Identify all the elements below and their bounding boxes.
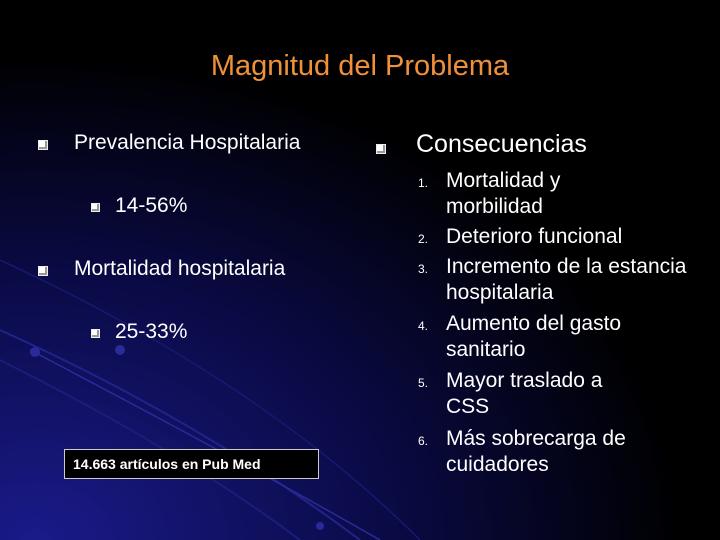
list-number: 4. — [417, 319, 428, 333]
list-item: Mayor traslado a CSS — [446, 369, 603, 418]
bullet-icon — [38, 140, 48, 150]
list-item: Más sobrecarga de cuidadores — [446, 427, 626, 476]
bullet-icon — [376, 144, 386, 154]
list-item: Aumento del gasto sanitario — [446, 312, 622, 361]
bullet-icon — [38, 266, 48, 276]
list-number: 5. — [417, 376, 428, 390]
left-item-sub: 14-56% — [115, 194, 188, 217]
left-item-sub: 25-33% — [115, 320, 188, 343]
list-item: Deterioro funcional — [446, 225, 623, 248]
slide-title: Magnitud del Problema — [210, 50, 510, 82]
pubmed-note-text: 14.663 artículos en Pub Med — [73, 456, 261, 472]
list-item: Incremento de la estancia hospitalaria — [446, 255, 687, 304]
left-item-label: Prevalencia Hospitalaria — [74, 131, 301, 154]
list-number: 3. — [417, 262, 428, 276]
list-number: 1. — [417, 176, 428, 190]
list-number: 6. — [417, 434, 428, 448]
bullet-icon — [91, 329, 100, 338]
list-number: 2. — [417, 232, 428, 246]
right-heading: Consecuencias — [416, 130, 587, 158]
bullet-icon — [91, 203, 100, 212]
list-item: Mortalidad y morbilidad — [446, 169, 561, 218]
pubmed-note-box — [64, 449, 319, 479]
left-item-label: Mortalidad hospitalaria — [74, 257, 286, 280]
